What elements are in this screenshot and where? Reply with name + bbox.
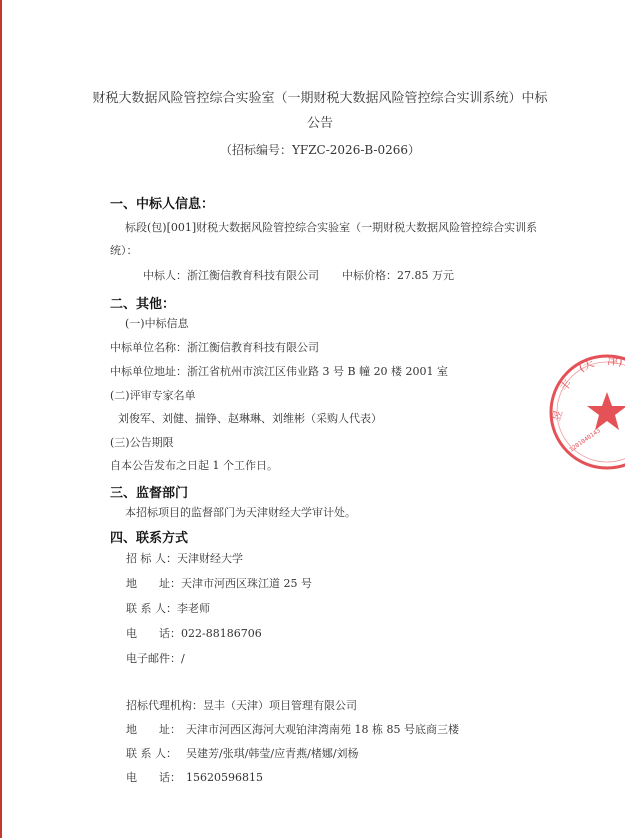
tenderer-phone: 022-88186706 (181, 627, 262, 640)
agency-contact: 吴建芳/张琪/韩莹/应青燕/楮娜/刘杨 (186, 747, 359, 760)
seal-text-segment-1: 昱 (549, 408, 566, 423)
address-label: 地 址： (126, 577, 181, 590)
seal-text-segment-2: 丰 (557, 377, 575, 394)
sub-heading-winning-info: (一)中标信息 (125, 317, 189, 330)
tenderer-name: 天津财经大学 (177, 552, 243, 565)
agency-address: 天津市河西区海河大观铂津湾南苑 18 栋 85 号底商三楼 (186, 723, 459, 736)
tenderer-row (126, 551, 243, 567)
section-4-heading: 四、联系方式 (110, 531, 189, 546)
tenderer-email-row (126, 651, 185, 667)
tenderer-phone-row (126, 626, 262, 642)
section-2-heading: 二、其他： (110, 297, 176, 312)
tenderer-label: 招 标 人： (126, 552, 177, 565)
company-seal-stamp (545, 350, 625, 480)
contact-label: 联 系 人： (126, 602, 177, 615)
winning-unit-name: 中标单位名称：浙江衡信教育科技有限公司 (110, 341, 319, 354)
expert-list: 刘俊军、刘健、揣铮、赵琳琳、刘维彬（采购人代表） (118, 412, 382, 425)
tenderer-contact: 李老师 (177, 602, 210, 615)
winner-label: 中标人： (143, 269, 187, 282)
agency-phone: 15620596815 (186, 771, 263, 784)
winning-price: 27.85 万元 (397, 269, 454, 282)
section-3-heading: 三、监督部门 (110, 486, 189, 501)
tenderer-contact-row (126, 601, 210, 617)
seal-text-segment-4: 津) (606, 354, 624, 369)
sub-heading-experts: (二)评审专家名单 (110, 389, 196, 402)
agency-phone-row (126, 770, 263, 786)
agency-address-label: 地 址： (126, 723, 181, 736)
phone-label: 电 话： (126, 627, 181, 640)
agency-contact-label: 联 系 人： (126, 747, 177, 760)
winning-unit-address: 中标单位地址：浙江省杭州市滨江区伟业路 3 号 B 幢 20 楼 2001 室 (110, 365, 449, 378)
lot-description-line1: 标段(包)[001]财税大数据风险管控综合实验室（一期财税大数据风险管控综合实训系 (125, 221, 538, 234)
tender-number: （招标编号：YFZC-2026-B-0266） (219, 143, 421, 157)
supervision-text: 本招标项目的监督部门为天津财经大学审计处。 (125, 506, 356, 519)
agency-contact-row (126, 746, 359, 762)
email-label: 电子邮件： (126, 652, 181, 665)
winner-row (143, 268, 319, 284)
price-row (342, 268, 454, 284)
notice-period: 自本公告发布之日起 1 个工作日。 (110, 459, 278, 472)
price-label: 中标价格： (342, 269, 397, 282)
agency-name: 昱丰（天津）项目管理有限公司 (203, 699, 357, 712)
seal-star-icon (587, 392, 625, 430)
winner-name: 浙江衡信教育科技有限公司 (187, 269, 319, 282)
seal-serial-number: 1201040143 (568, 427, 602, 454)
tenderer-address: 天津市河西区珠江道 25 号 (181, 577, 312, 590)
tenderer-email: / (181, 652, 185, 665)
notice-title-line2: 公告 (306, 116, 333, 131)
lot-description-line2: 统）： (110, 244, 138, 257)
sub-heading-period: (三)公告期限 (110, 436, 174, 449)
section-1-heading: 一、中标人信息： (110, 197, 215, 212)
notice-title-line1: 财税大数据风险管控综合实验室（一期财税大数据风险管控综合实训系统）中标 (92, 91, 548, 106)
tenderer-address-row (126, 576, 312, 592)
agency-label: 招标代理机构： (126, 699, 203, 712)
seal-text-segment-3: (天 (576, 356, 597, 375)
page-left-border (0, 0, 2, 838)
agency-phone-label: 电 话： (126, 771, 181, 784)
agency-row (126, 698, 357, 714)
agency-address-row (126, 722, 459, 738)
